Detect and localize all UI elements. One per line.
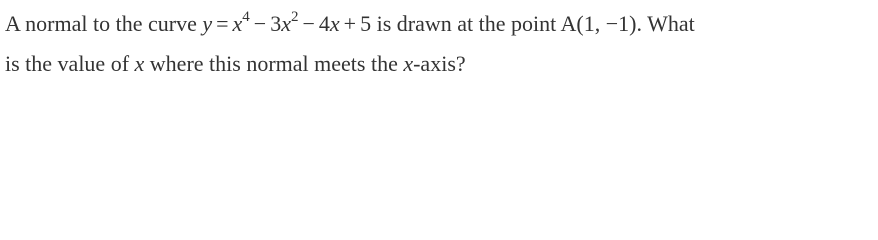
x-variable-2: x bbox=[403, 51, 414, 76]
question-line-1 bbox=[5, 4, 873, 44]
curve-equation bbox=[202, 8, 372, 36]
equals-sign: = bbox=[216, 11, 229, 36]
equation-term3-coefficient: 4 bbox=[318, 11, 330, 36]
question-line1-end-text: . What bbox=[636, 11, 695, 36]
question-intro-text: A normal to the curve bbox=[5, 11, 203, 36]
question-line2-start-text: is the value of bbox=[5, 51, 135, 76]
question-mid-text: is drawn at the point bbox=[371, 11, 561, 36]
equation-constant: 5 bbox=[360, 11, 372, 36]
equation-term2-exponent: 2 bbox=[290, 8, 299, 25]
question-text bbox=[5, 4, 873, 84]
equation-term3-variable: x bbox=[329, 11, 340, 36]
question-line2-end-text: -axis? bbox=[413, 51, 466, 76]
x-variable-1: x bbox=[134, 51, 145, 76]
point-coordinates: A(1, −1) bbox=[560, 11, 637, 36]
equation-term2-variable: x bbox=[281, 11, 291, 36]
plus-sign: + bbox=[343, 11, 357, 36]
equation-term1-exponent: 4 bbox=[242, 8, 250, 25]
equation-lhs-variable: y bbox=[202, 11, 213, 36]
minus-sign-2: − bbox=[302, 11, 315, 36]
question-line-2 bbox=[5, 44, 873, 84]
equation-term2-coefficient: 3 bbox=[270, 11, 282, 36]
question-line2-middle-text: where this normal meets the bbox=[144, 51, 404, 76]
minus-sign-1: − bbox=[253, 11, 267, 36]
equation-term1-variable: x bbox=[232, 11, 243, 36]
